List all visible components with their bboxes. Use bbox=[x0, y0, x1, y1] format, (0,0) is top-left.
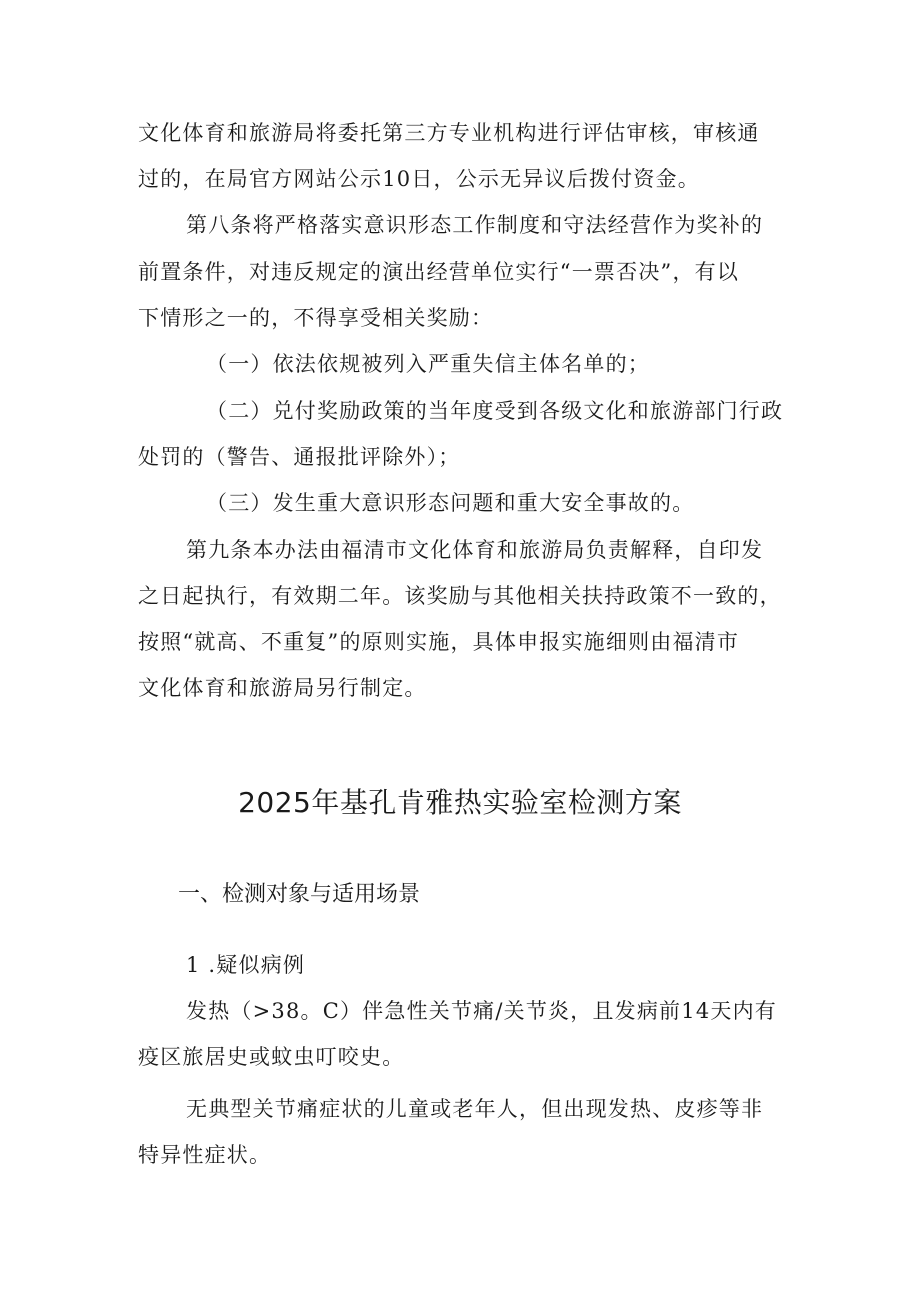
paragraph-line: 过的，在局官方网站公示10日，公示无异议后拨付资金。 bbox=[138, 167, 700, 191]
paragraph-line: 之日起执行，有效期二年。该奖励与其他相关扶持政策不一致的， bbox=[138, 584, 782, 608]
list-item-continuation: 处罚的（警告、通报批评除外）； bbox=[138, 445, 461, 469]
paragraph-line: 特异性症状。 bbox=[138, 1143, 272, 1167]
list-item: （二）兑付奖励政策的当年度受到各级文化和旅游部门行政 bbox=[206, 399, 784, 423]
paragraph-line: 按照“就高、不重复”的原则实施，具体申报实施细则由福清市 bbox=[138, 630, 740, 654]
paragraph-line: 无典型关节痛症状的儿童或老年人，但出现发热、皮疹等非 bbox=[186, 1097, 764, 1121]
list-item: （一）依法依规被列入严重失信主体名单的； bbox=[206, 352, 650, 376]
paragraph-line: 前置条件，对违反规定的演出经营单位实行“一票否决”，有以 bbox=[138, 260, 740, 284]
paragraph-line: 第九条本办法由福清市文化体育和旅游局负责解释，自印发 bbox=[186, 538, 764, 562]
section-heading: 一、检测对象与适用场景 bbox=[178, 882, 421, 907]
paragraph-line: 下情形之一的，不得享受相关奖励： bbox=[138, 306, 494, 330]
paragraph-line: 疫区旅居史或蚊虫叮咬史。 bbox=[138, 1045, 405, 1069]
list-item: （三）发生重大意识形态问题和重大安全事故的。 bbox=[206, 491, 695, 515]
document-title: 2025年基孔肯雅热实验室检测方案 bbox=[238, 786, 682, 819]
subsection-heading: 1 .疑似病例 bbox=[186, 953, 306, 977]
paragraph-line: 文化体育和旅游局将委托第三方专业机构进行评估审核，审核通 bbox=[138, 121, 760, 145]
paragraph-line: 文化体育和旅游局另行制定。 bbox=[138, 676, 427, 700]
paragraph-line: 第八条将严格落实意识形态工作制度和守法经营作为奖补的 bbox=[186, 213, 764, 237]
paragraph-line: 发热（>38。C）伴急性关节痛/关节炎，且发病前14天内有 bbox=[186, 999, 777, 1023]
